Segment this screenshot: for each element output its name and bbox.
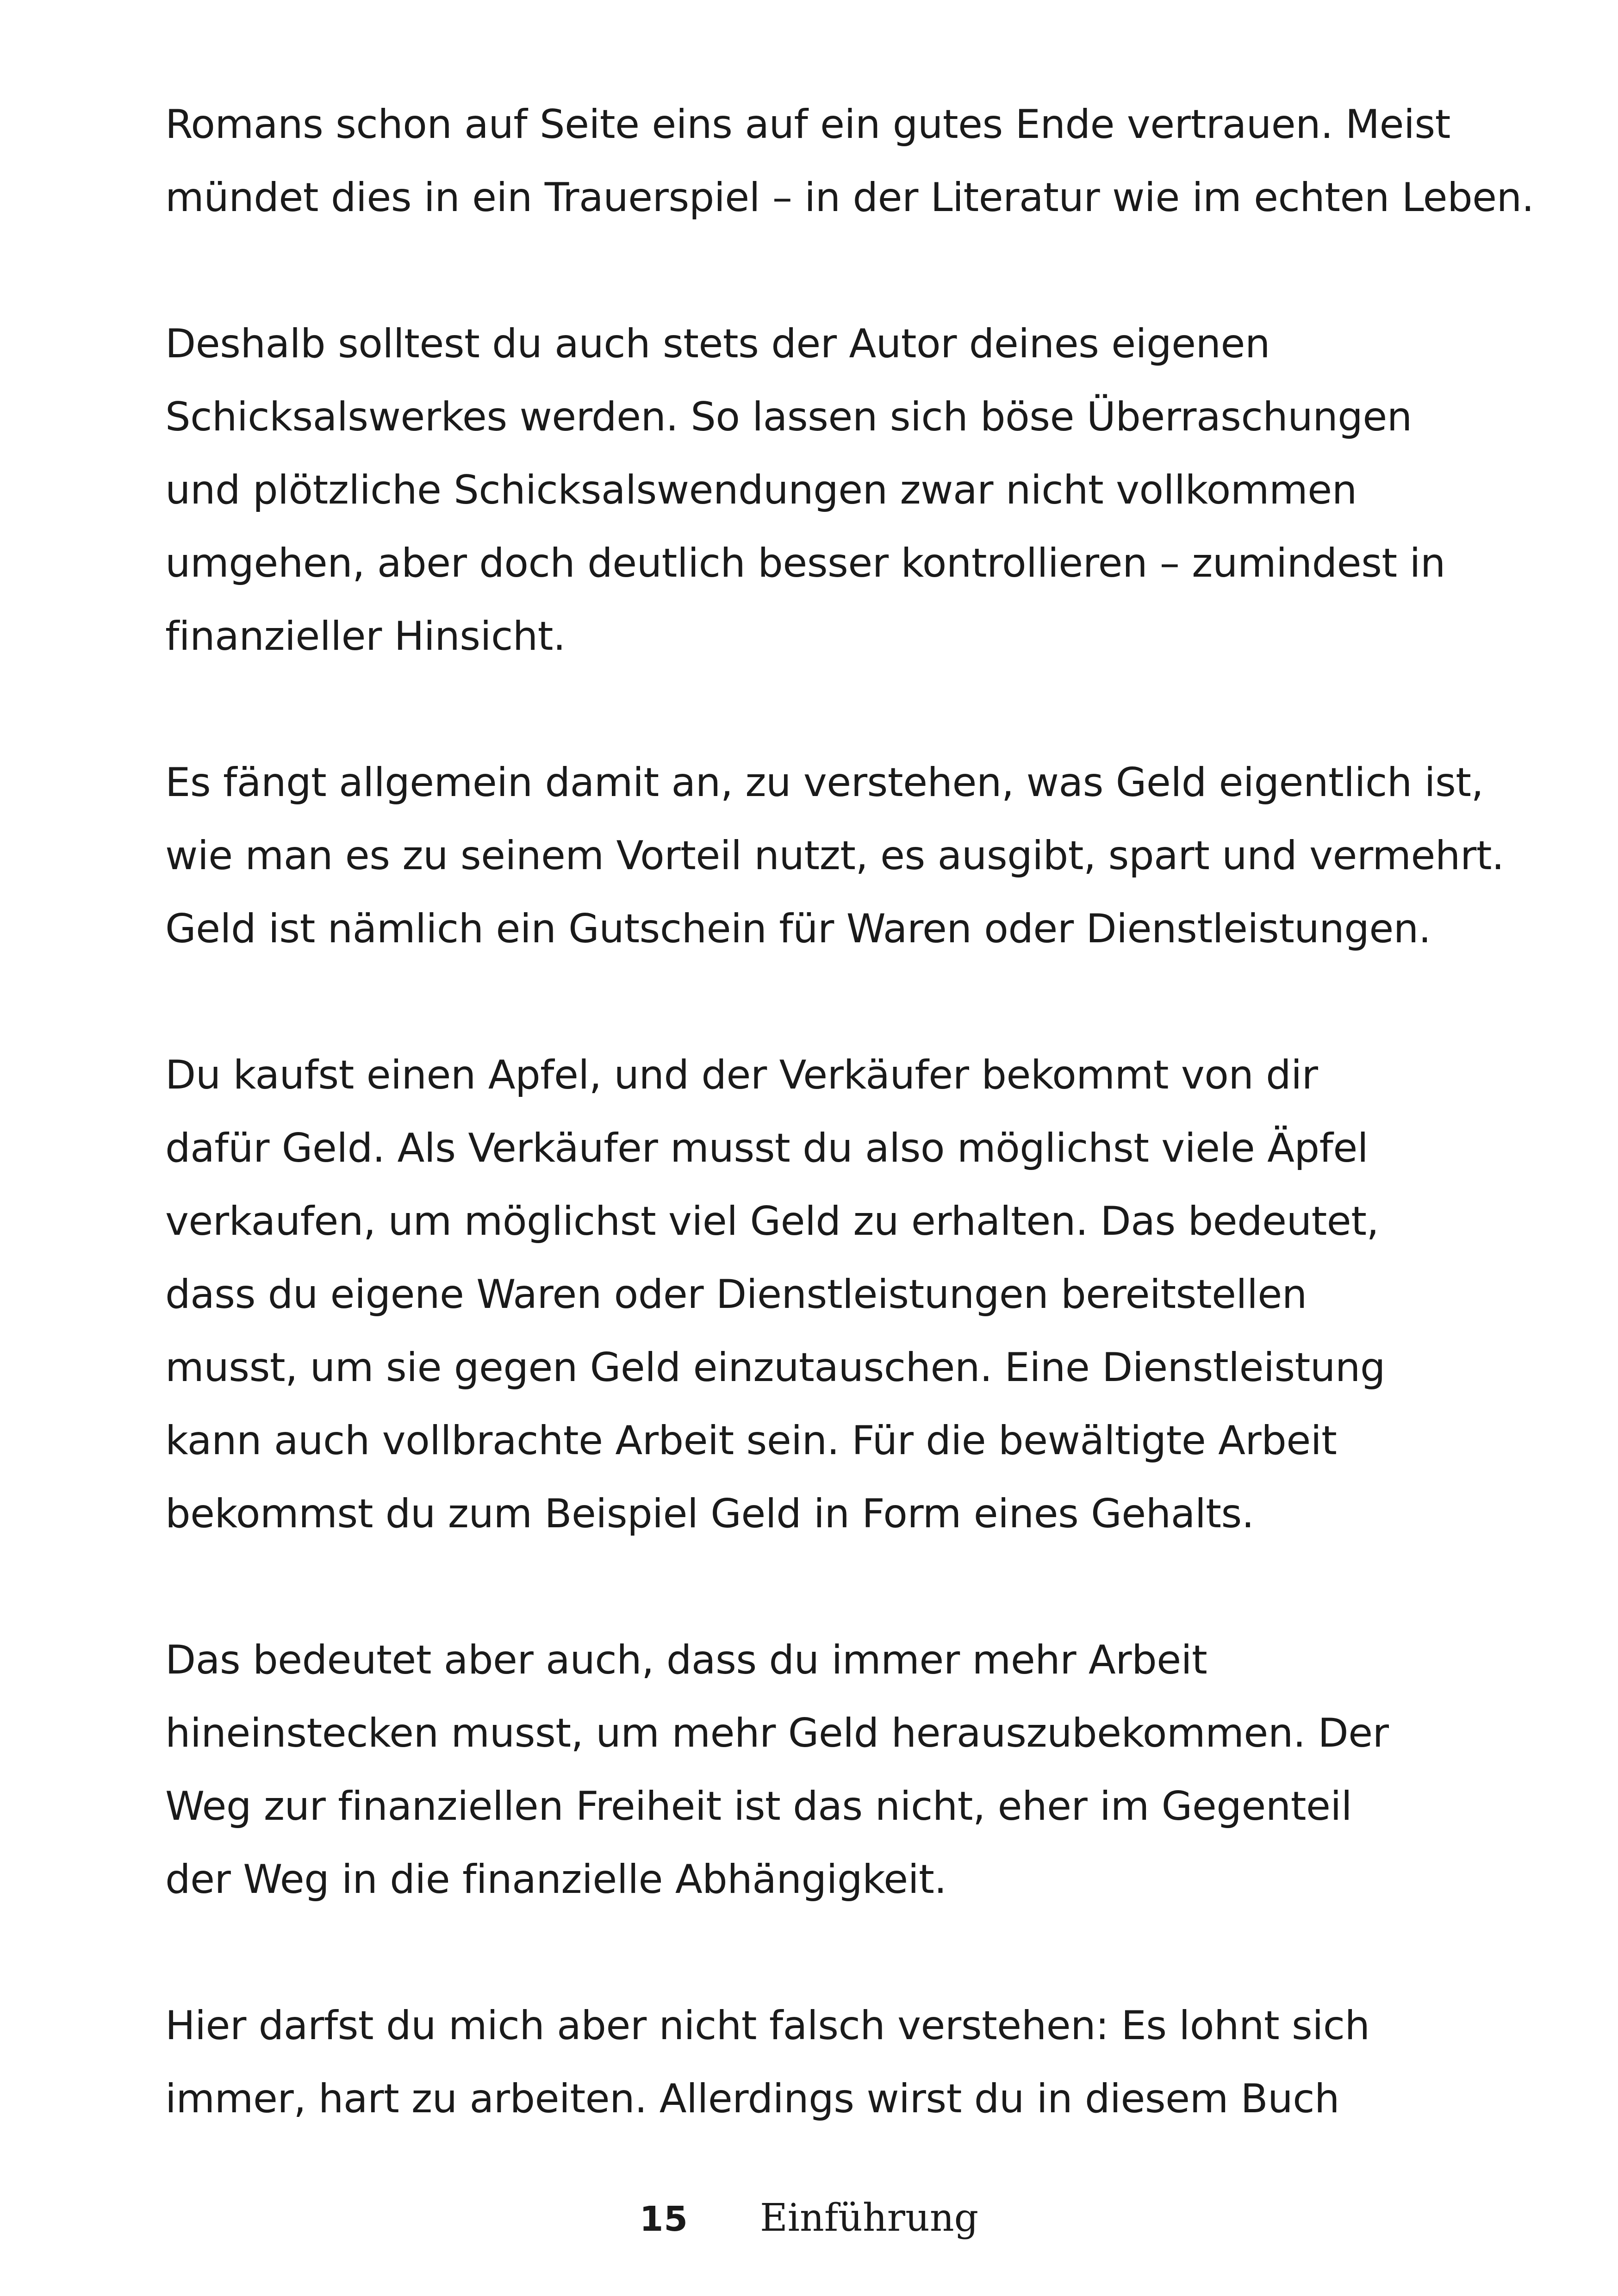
text-line: Hier darfst du mich aber nicht falsch verstehen: Es lohnt sich xyxy=(165,2003,1370,2049)
paragraph-6 xyxy=(165,1989,1480,2135)
paragraph-4 xyxy=(165,1039,1480,1550)
paragraph-1 xyxy=(165,88,1534,234)
text-line: Deshalb solltest du auch stets der Autor deines eigenen xyxy=(165,321,1270,367)
page-body xyxy=(165,88,1534,2209)
text-line: mündet dies in ein Trauerspiel – in der Literatur wie im echten Leben. xyxy=(165,174,1534,221)
text-line: dass du eigene Waren oder Dienstleistungen bereitstellen xyxy=(165,1271,1307,1318)
text-line: finanzieller Hinsicht. xyxy=(165,613,566,660)
text-line: Weg zur finanziellen Freiheit ist das nicht, eher im Gegenteil xyxy=(165,1783,1352,1829)
paragraph-5 xyxy=(165,1624,1480,1916)
page-footer xyxy=(0,2196,1618,2242)
text-line: Romans schon auf Seite eins auf ein gutes Ende vertrauen. Meist xyxy=(165,101,1450,148)
text-line: kann auch vollbrachte Arbeit sein. Für die bewältigte Arbeit xyxy=(165,1418,1337,1464)
text-line: Geld ist nämlich ein Gutschein für Waren oder Dienstleistungen. xyxy=(165,906,1431,952)
page-number: 15 xyxy=(639,2199,688,2239)
text-line: musst, um sie gegen Geld einzutauschen. Eine Dienstleistung xyxy=(165,1344,1385,1391)
text-line: Das bedeutet aber auch, dass du immer mehr Arbeit xyxy=(165,1637,1207,1683)
text-line: immer, hart zu arbeiten. Allerdings wirst du in diesem Buch xyxy=(165,2076,1339,2122)
text-line: Schicksalswerkes werden. So lassen sich böse Überraschungen xyxy=(165,394,1412,440)
text-line: verkaufen, um möglichst viel Geld zu erhalten. Das bedeutet, xyxy=(165,1198,1379,1244)
text-line: der Weg in die finanzielle Abhängigkeit. xyxy=(165,1856,947,1903)
text-line: wie man es zu seinem Vorteil nutzt, es ausgibt, spart und vermehrt. xyxy=(165,833,1504,879)
text-line: umgehen, aber doch deutlich besser kontrollieren – zumindest in xyxy=(165,540,1445,586)
text-line: Du kaufst einen Apfel, und der Verkäufer bekommt von dir xyxy=(165,1052,1318,1098)
text-line: hineinstecken musst, um mehr Geld herauszubekommen. Der xyxy=(165,1710,1389,1756)
paragraph-2 xyxy=(165,307,1480,673)
text-line: Es fängt allgemein damit an, zu verstehen, was Geld eigentlich ist, xyxy=(165,759,1484,806)
text-line: und plötzliche Schicksalswendungen zwar nicht vollkommen xyxy=(165,467,1357,513)
chapter-title: Einführung xyxy=(759,2196,979,2240)
text-line: dafür Geld. Als Verkäufer musst du also möglichst viele Äpfel xyxy=(165,1125,1369,1171)
paragraph-3 xyxy=(165,746,1504,965)
text-line: bekommst du zum Beispiel Geld in Form eines Gehalts. xyxy=(165,1491,1254,1537)
